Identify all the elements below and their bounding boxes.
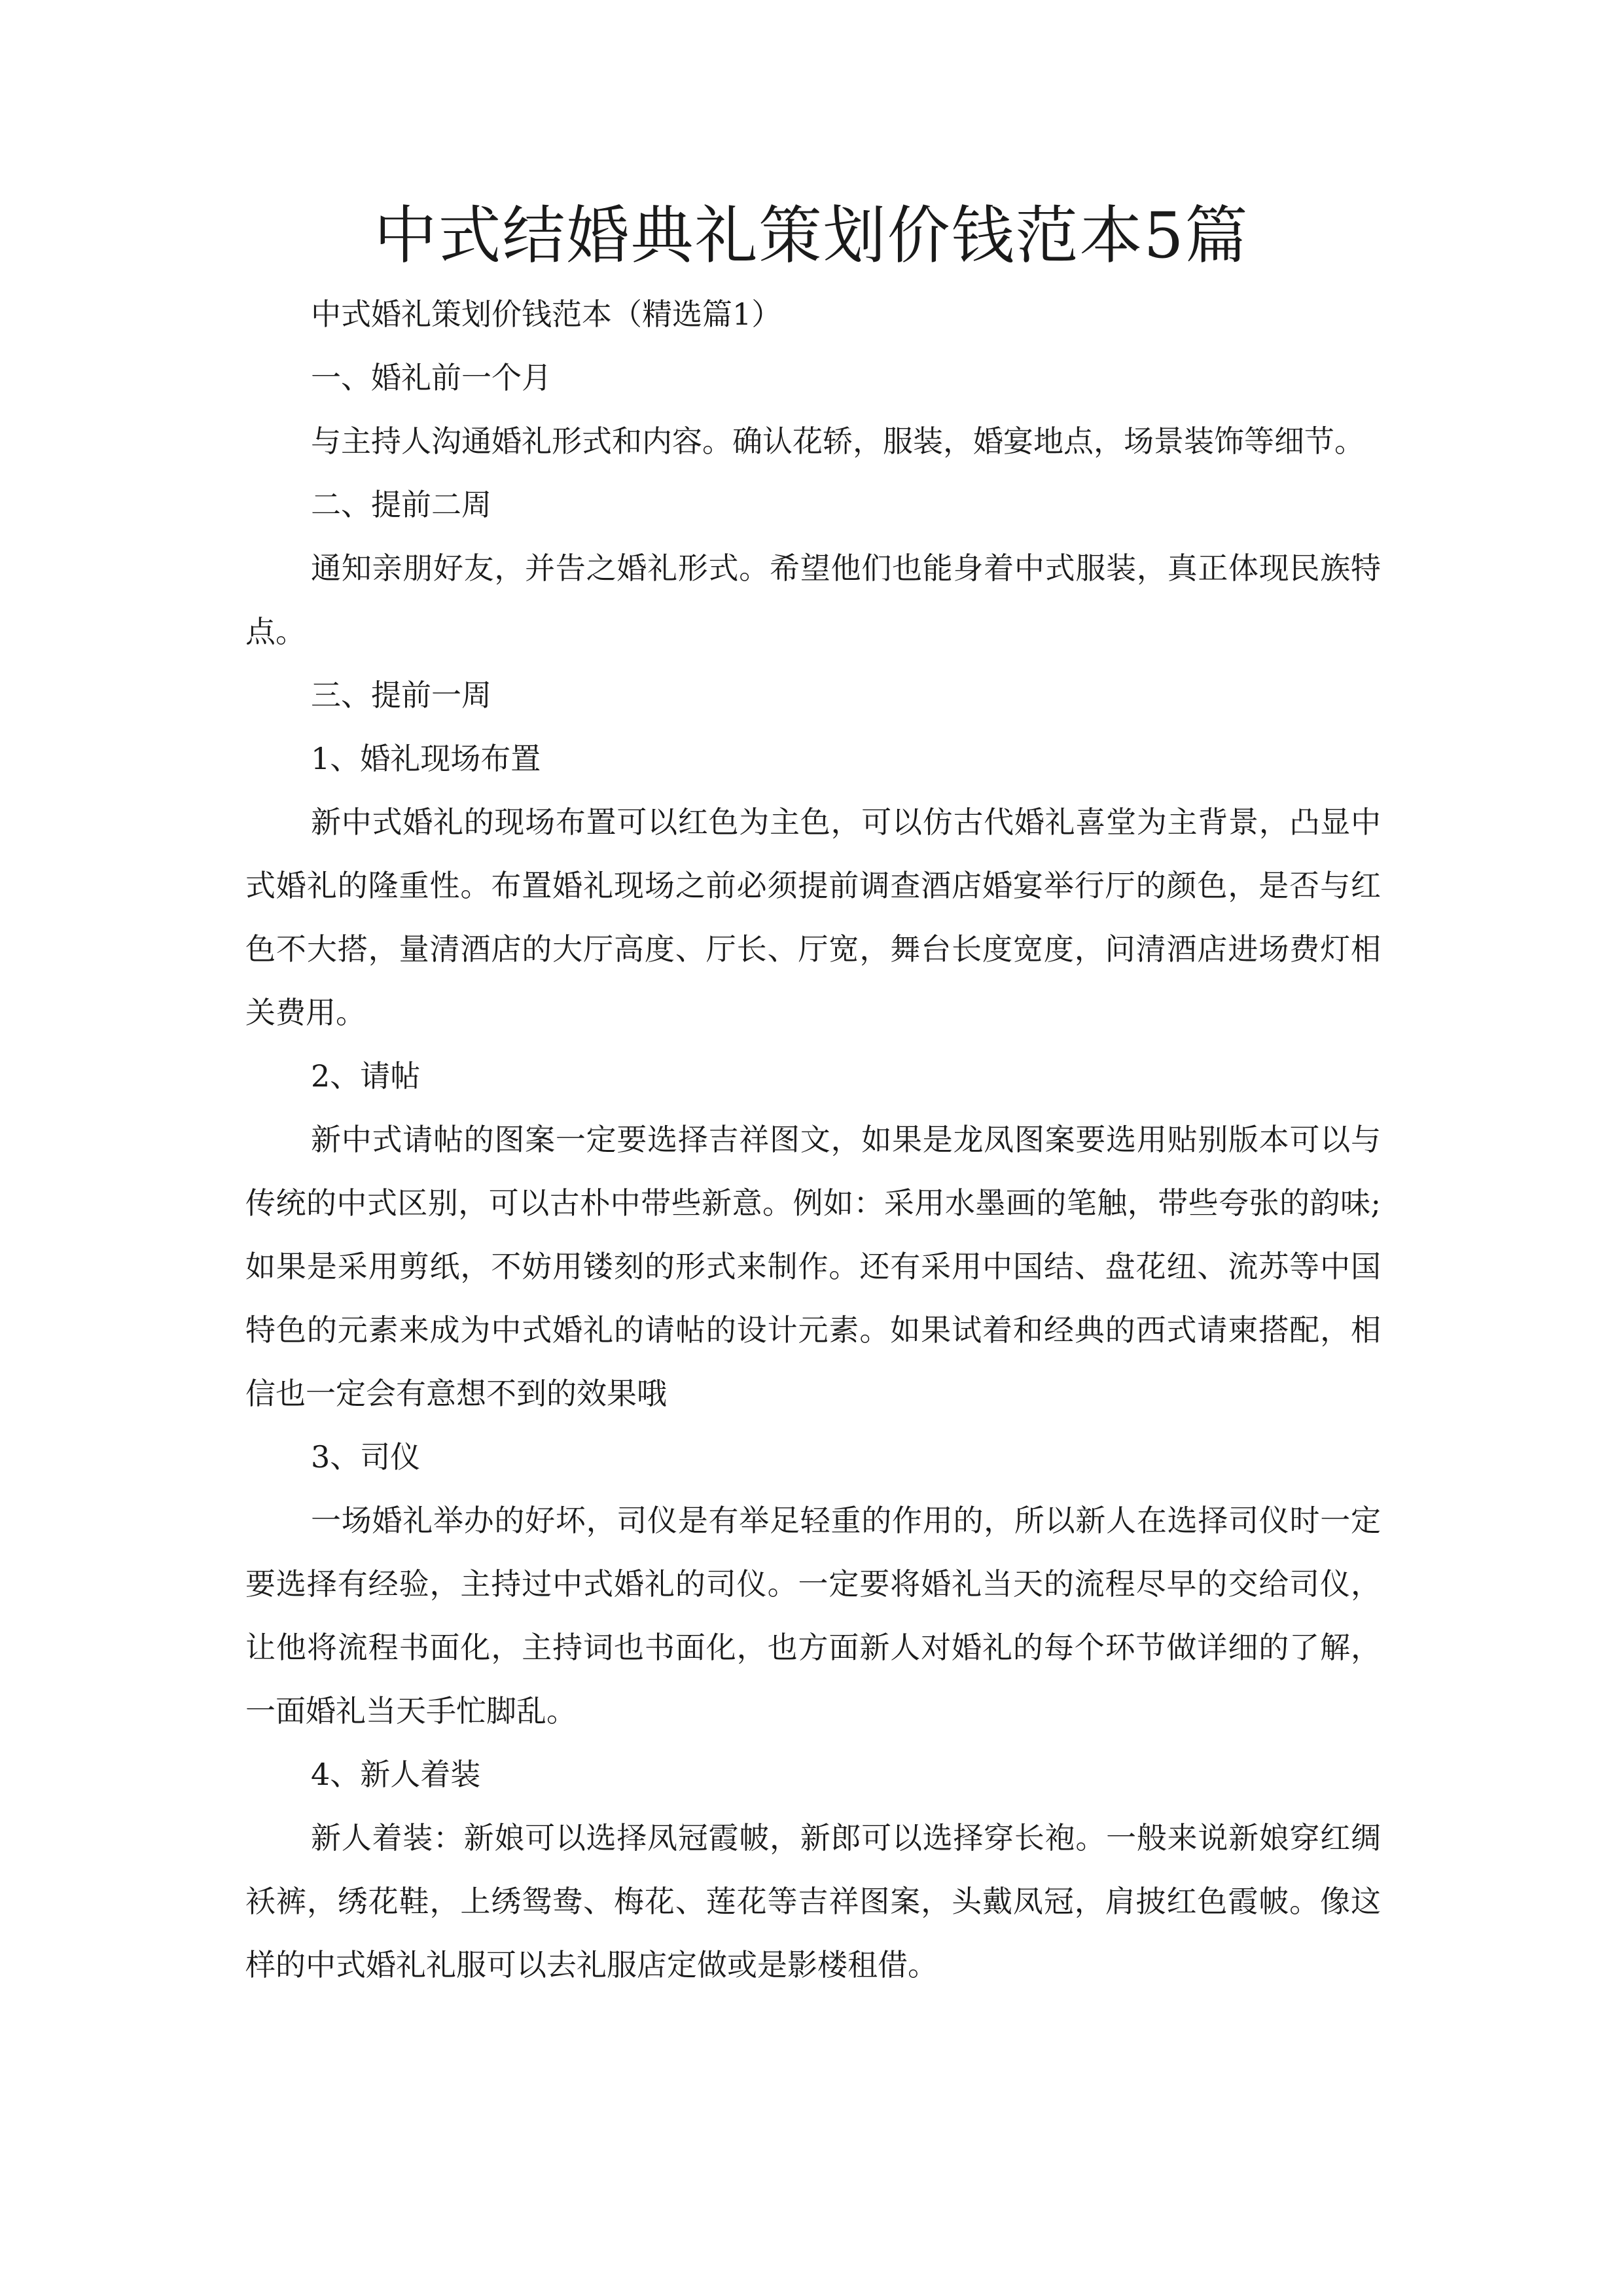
subheading-invitation: 2、请帖 <box>311 1058 421 1094</box>
document-body <box>245 283 1381 1997</box>
section-heading-one-week: 三、提前一周 <box>311 677 491 713</box>
section-heading-two-weeks: 二、提前二周 <box>311 487 491 522</box>
paragraph-one-month: 与主持人沟通婚礼形式和内容。确认花轿，服装，婚宴地点，场景装饰等细节。 <box>311 423 1364 459</box>
subheading-venue: 1、婚礼现场布置 <box>311 741 541 776</box>
paragraph-attire: 新人着装：新娘可以选择凤冠霞帔，新郎可以选择穿长袍。一般来说新娘穿红绸袄裤，绣花鞋，上绣鸳鸯、梅花、莲花等吉祥图案，头戴凤冠，肩披红色霞帔。像这样的中式婚礼礼服可以去礼服店定做或是影楼租借。 <box>245 1820 1381 1982</box>
section-heading-one-month: 一、婚礼前一个月 <box>311 360 552 395</box>
paragraph-venue: 新中式婚礼的现场布置可以红色为主色，可以仿古代婚礼喜堂为主背景，凸显中式婚礼的隆重性。布置婚礼现场之前必须提前调查酒店婚宴举行厅的颜色，是否与红色不大搭，量清酒店的大厅高度、厅长、厅宽，舞台长度宽度，问清酒店进场费灯相关费用。 <box>245 804 1381 1030</box>
paragraph-invitation: 新中式请帖的图案一定要选择吉祥图文，如果是龙凤图案要选用贴别版本可以与传统的中式区别，可以古朴中带些新意。例如：采用水墨画的笔触，带些夸张的韵味;如果是采用剪纸，不妨用镂刻的形式来制作。还有采用中国结、盘花纽、流苏等中国特色的元素来成为中式婚礼的请帖的设计元素。如果试着和经典的西式请柬搭配，相信也一定会有意想不到的效果哦 <box>245 1122 1381 1411</box>
paragraph-two-weeks: 通知亲朋好友，并告之婚礼形式。希望他们也能身着中式服装，真正体现民族特点。 <box>245 550 1381 649</box>
paragraph-host: 一场婚礼举办的好坏，司仪是有举足轻重的作用的，所以新人在选择司仪时一定要选择有经验，主持过中式婚礼的司仪。一定要将婚礼当天的流程尽早的交给司仪，让他将流程书面化，主持词也书面化，也方面新人对婚礼的每个环节做详细的了解，一面婚礼当天手忙脚乱。 <box>245 1503 1381 1729</box>
subheading-host: 3、司仪 <box>311 1439 421 1475</box>
subheading-attire: 4、新人着装 <box>311 1757 481 1792</box>
section-heading-part1: 中式婚礼策划价钱范本（精选篇1） <box>311 296 782 332</box>
document-title: 中式结婚典礼策划价钱范本5篇 <box>374 199 1249 272</box>
